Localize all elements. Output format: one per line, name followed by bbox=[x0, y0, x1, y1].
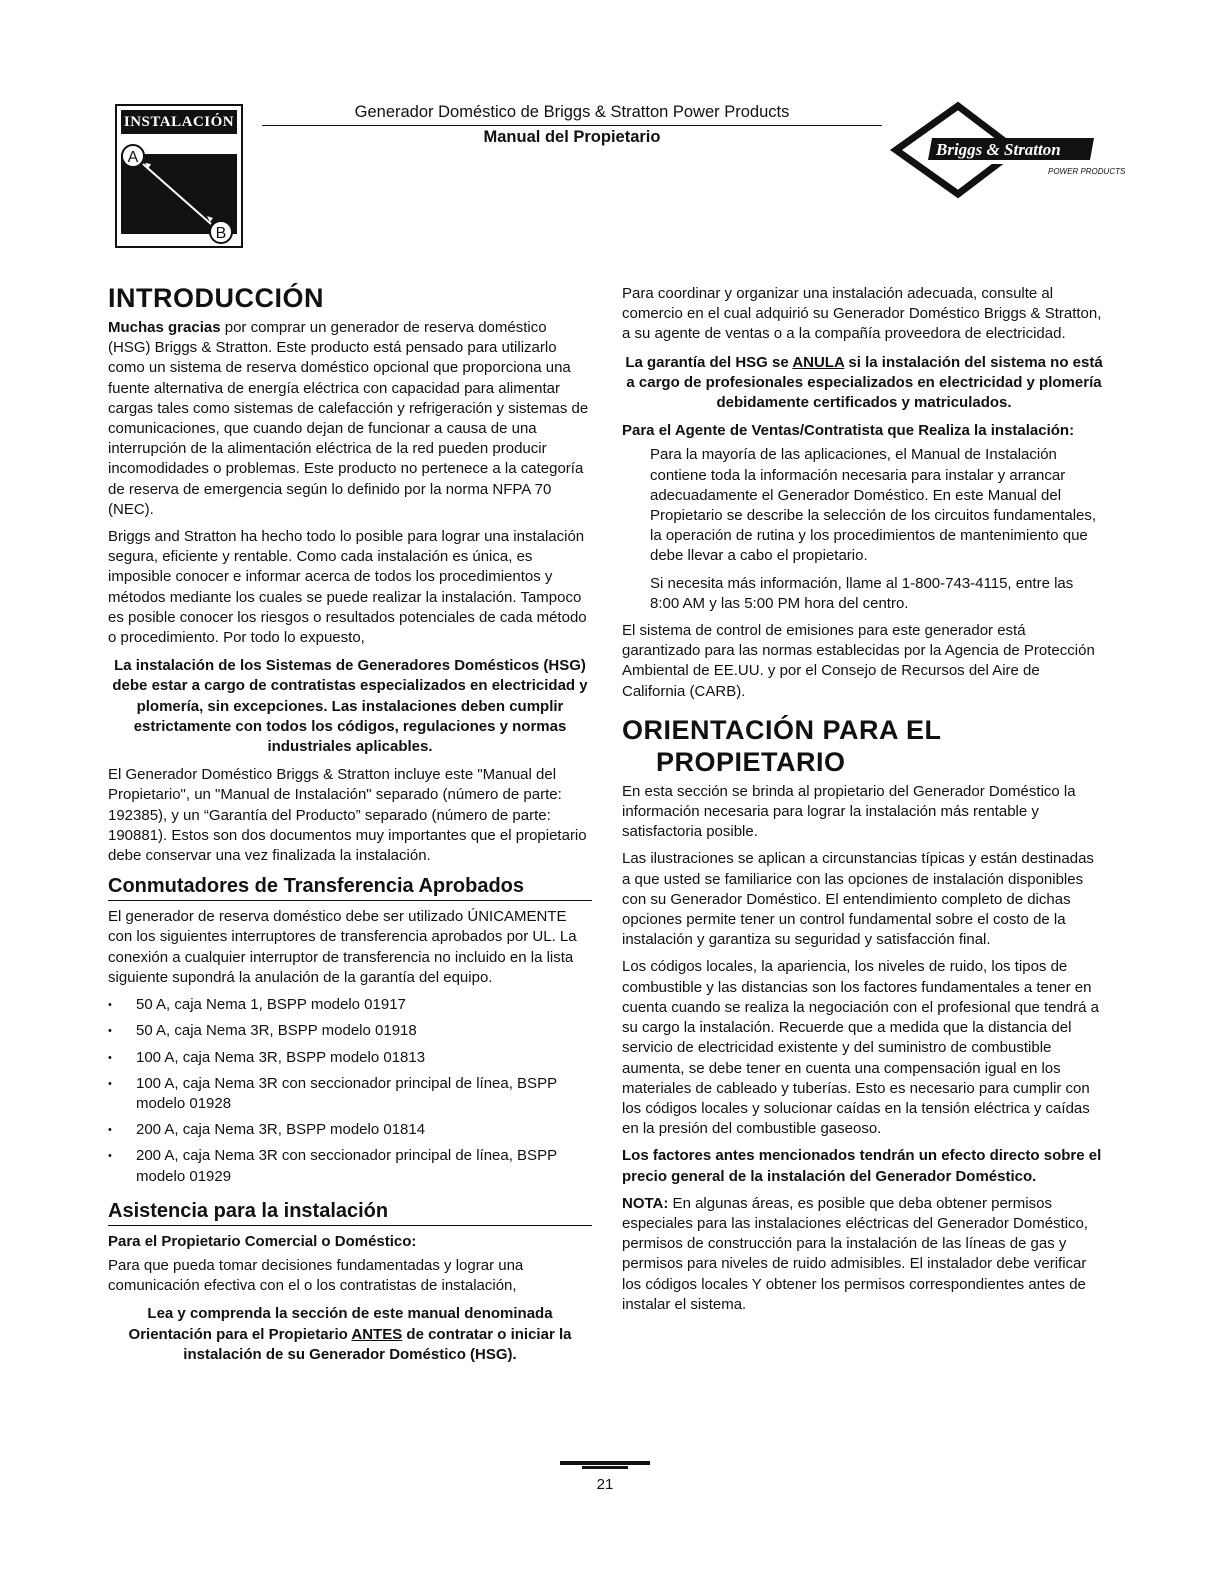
warranty-text-a: La garantía del HSG se bbox=[625, 353, 793, 371]
page-number: 21 bbox=[596, 1476, 614, 1493]
logo-sub: POWER PRODUCTS bbox=[1048, 167, 1126, 176]
read-before: ANTES bbox=[351, 1325, 403, 1343]
intro-text: por comprar un generador de reserva doméstico (HSG) Briggs & Stratton. Este producto está pensado para utilizarlo como un sistema de reserva doméstico opcional que proporciona una fuente alternativa de energía eléctrica con capacidad para alimentar cargas tales como sistemas de calefacción y refrigeración y sistemas de comunicaciones, que cuando dejan de funcionar a causa de una interrupción de la alimentación eléctrica de la red pueden producir incomodidades o problemas. Este producto no pertenece a la categoría de reserva de emergencia según lo definido por la norma NFPA 70 (NEC). bbox=[108, 319, 589, 518]
intro-heading: INTRODUCCIÓN bbox=[108, 283, 324, 313]
briggs-stratton-logo bbox=[888, 104, 1126, 199]
intro-paragraph bbox=[108, 318, 592, 520]
a-to-b-diagram-icon bbox=[117, 106, 245, 250]
list-item: • 200 A, caja Nema 3R con seccionador principal de línea, BSPP modelo 01929 bbox=[108, 1146, 592, 1186]
right-column bbox=[622, 284, 1106, 1322]
orientation-heading-line1: ORIENTACIÓN PARA EL bbox=[622, 714, 942, 745]
installation-badge bbox=[115, 104, 243, 248]
warranty-warning bbox=[622, 353, 1106, 414]
left-column bbox=[108, 282, 592, 1373]
badge-point-a: A bbox=[127, 149, 139, 166]
intro-thanks: Muchas gracias bbox=[108, 319, 221, 336]
page-bar bbox=[560, 1461, 650, 1465]
coordinate-paragraph: Para coordinar y organizar una instalación adecuada, consulte al comercio en el cual adquirió su Generador Doméstico Briggs & Stratton, a su agente de ventas o a la compañía proveedora de electricidad. bbox=[622, 285, 1102, 343]
list-item: • 50 A, caja Nema 3R, BSPP modelo 01918 bbox=[108, 1021, 592, 1041]
note-text: En algunas áreas, es posible que deba obtener permisos especiales para las instalaciones eléctricas del Generador Doméstico, permisos de construcción para la instalación de las líneas de gas y permisos para niveles de ruido admisibles. El instalador debe verificar los códigos locales Y obtener los permisos correspondientes antes de instalar el sistema. bbox=[622, 1194, 1089, 1313]
assistance-heading: Asistencia para la instalación bbox=[108, 1199, 592, 1226]
list-item: • 200 A, caja Nema 3R, BSPP modelo 01814 bbox=[108, 1120, 592, 1140]
header-rule bbox=[262, 125, 882, 126]
list-item: • 50 A, caja Nema 1, BSPP modelo 01917 bbox=[108, 995, 592, 1015]
badge-point-b: B bbox=[215, 225, 227, 242]
switches-heading: Conmutadores de Transferencia Aprobados bbox=[108, 874, 592, 901]
list-item: • 100 A, caja Nema 3R con seccionador principal de línea, BSPP modelo 01928 bbox=[108, 1074, 592, 1114]
switches-list bbox=[108, 995, 592, 1187]
contact-paragraph: Si necesita más información, llame al 1-800-743-4115, entre las 8:00 AM y las 5:00 PM hora del centro. bbox=[650, 574, 1074, 612]
switches-paragraph: El generador de reserva doméstico debe ser utilizado ÚNICAMENTE con los siguientes interruptores de transferencia aprobados por UL. La conexión a cualquier interruptor de transferencia no incluido en la lista siguiente supondrá la anulación de la garantía del equipo. bbox=[108, 908, 577, 986]
documents-paragraph: El Generador Doméstico Briggs & Stratton incluye este "Manual del Propietario", un "Manual de Instalación" separado (número de parte: 192385), y un “Garantía del Producto” separado (número de parte: 190881). Estos son dos documentos muy importantes que el propietario debe conservar una vez finalizada la instalación. bbox=[108, 766, 587, 865]
header-title: Generador Doméstico de Briggs & Stratton Power Products bbox=[354, 103, 790, 121]
note-paragraph bbox=[622, 1194, 1106, 1315]
read-text-a: Lea y comprenda la sección de este manual denominada Orientación para el Propietario bbox=[128, 1305, 553, 1343]
logo-brand: Briggs & Stratton bbox=[936, 140, 1061, 159]
owner-label: Para el Propietario Comercial o Doméstico: bbox=[108, 1232, 417, 1250]
read-warning bbox=[108, 1304, 592, 1365]
read-text-b: de contratar o iniciar la instalación de su Generador Doméstico (HSG). bbox=[183, 1325, 572, 1363]
warranty-void: ANULA bbox=[792, 353, 845, 371]
orientation-heading bbox=[622, 714, 1106, 778]
orientation-paragraph: En esta sección se brinda al propietario del Generador Doméstico la información necesaria para lograr la instalación más rentable y satisfactoria posible. bbox=[622, 782, 1076, 841]
illustrations-paragraph: Las ilustraciones se aplican a circunstancias típicas y están destinadas a que usted se familiarice con las opciones de instalación disponibles con su Generador Doméstico. El entendimiento completo de dichas opciones permite tener un control fundamental sobre el costo de la instalación y garantiza su seguridad y satisfacción final. bbox=[622, 850, 1094, 949]
factors-paragraph: Los factores antes mencionados tendrán un efecto directo sobre el precio general de la instalación del Generador Doméstico. bbox=[622, 1147, 1102, 1185]
installation-warning: La instalación de los Sistemas de Generadores Domésticos (HSG) debe estar a cargo de contratistas especializados en electricidad y plomería, sin excepciones. Las instalaciones deben cumplir estrictamente con todos los códigos, regulaciones y normas industriales aplicables. bbox=[112, 657, 588, 756]
agent-label: Para el Agente de Ventas/Contratista que Realiza la instalación: bbox=[622, 422, 1075, 440]
effort-paragraph: Briggs and Stratton ha hecho todo lo posible para lograr una instalación segura, eficiente y rentable. Como cada instalación es única, es imposible conocer e informar acerca de todos los procedimientos y métodos mediante los cuales se puede realizar la instalación. Tampoco es posible conocer los riesgos o resultados potenciales de cada método o procedimiento. Por todo lo expuesto, bbox=[108, 528, 587, 647]
orientation-heading-line2: PROPIETARIO bbox=[656, 746, 846, 777]
codes-paragraph: Los códigos locales, la apariencia, los niveles de ruido, los tipos de combustible y las distancias son los factores fundamentales a tener en cuenta cuando se realiza la negociación con el profesional que tendrá a su cargo la instalación. Recuerde que a medida que la distancia del servicio de electricidad existente y del suministro de combustible aumenta, se debe tener en cuenta una compensación igual en los materiales de cableado y tuberías. Esto es necesario para cumplir con los códigos locales y solucionar caídas en la tensión eléctrica y caídas en la presión del combustible gaseoso. bbox=[622, 958, 1099, 1138]
header-subtitle: Manual del Propietario bbox=[483, 128, 661, 146]
page-bar-small bbox=[582, 1466, 628, 1469]
agent-paragraph: Para la mayoría de las aplicaciones, el Manual de Instalación contiene toda la información necesaria para instalar y arrancar adecuadamente el Generador Doméstico. En este Manual del Propietario se describe la selección de los circuitos fundamentales, la operación de rutina y los procedimientos de mantenimiento que debe llevar a cabo el propietario. bbox=[650, 446, 1097, 565]
warranty-text-b: si la instalación del sistema no está a cargo de profesionales especializados en electricidad y plomería debidamente certificados y matriculados. bbox=[626, 353, 1103, 412]
owner-paragraph: Para que pueda tomar decisiones fundamentadas y lograr una comunicación efectiva con el o los contratistas de instalación, bbox=[108, 1256, 524, 1295]
note-label: NOTA: bbox=[622, 1194, 669, 1212]
badge-label: INSTALACIÓN bbox=[121, 110, 237, 134]
emissions-paragraph: El sistema de control de emisiones para este generador está garantizado para las normas establecidas por la Agencia de Protección Ambiental de EE.UU. y por el Consejo de Recursos del Aire de California (CARB). bbox=[622, 622, 1095, 700]
list-item: • 100 A, caja Nema 3R, BSPP modelo 01813 bbox=[108, 1048, 592, 1068]
